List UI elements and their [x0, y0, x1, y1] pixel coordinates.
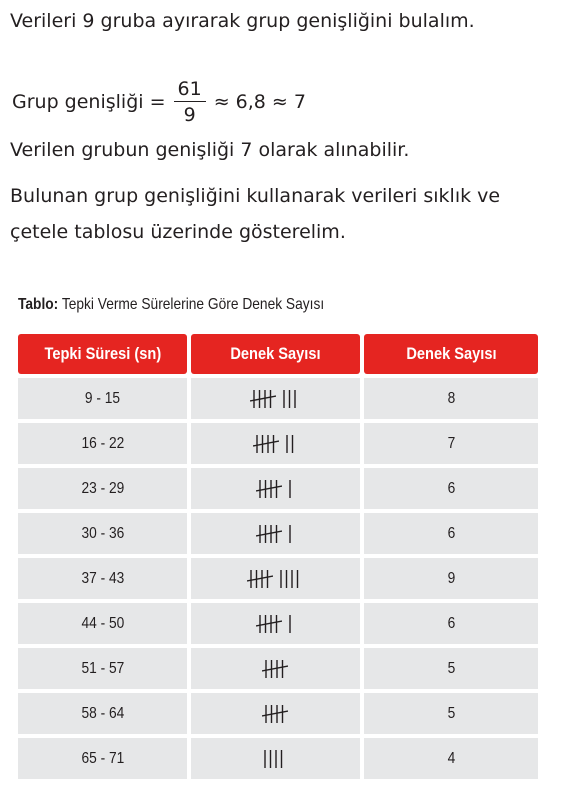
table-row [18, 468, 538, 509]
reaction-time-cell: 44 - 50 [18, 603, 187, 644]
tally-single-marks [279, 569, 303, 589]
tally-single-marks [285, 434, 298, 454]
tally-cell [191, 648, 360, 689]
count-cell: 6 [364, 468, 538, 509]
count-cell: 8 [364, 378, 538, 419]
tally-bundle-five [262, 659, 288, 679]
tally-cell [191, 378, 360, 419]
header-count: Denek Sayısı [364, 334, 538, 374]
table-caption-label: Tablo: [18, 296, 59, 313]
tally-marks [263, 749, 287, 769]
fraction-denominator: 9 [183, 104, 196, 126]
reaction-time-cell: 51 - 57 [18, 648, 187, 689]
tally-marks [247, 569, 303, 589]
tally-bundle-five [256, 614, 282, 634]
tally-bundle-five [247, 569, 273, 589]
reaction-time-cell: 23 - 29 [18, 468, 187, 509]
tally-cell [191, 558, 360, 599]
reaction-time-cell: 37 - 43 [18, 558, 187, 599]
intro-text: Verileri 9 gruba ayırarak grup genişliğini bulalım. [10, 10, 475, 32]
tally-cell [191, 693, 360, 734]
group-width-formula [10, 72, 308, 132]
table-row [18, 513, 538, 554]
table-row [18, 603, 538, 644]
count-cell: 9 [364, 558, 538, 599]
count-cell: 7 [364, 423, 538, 464]
conclusion-text: Verilen grubun genişliği 7 olarak alınabilir. [10, 139, 410, 161]
tally-single-marks [288, 479, 296, 499]
fraction [174, 78, 206, 126]
instruction-text-line1: Bulunan grup genişliğini kullanarak verileri sıklık ve [10, 185, 501, 207]
header-reaction-time: Tepki Süresi (sn) [18, 334, 187, 374]
tally-single-marks [282, 389, 301, 409]
tally-single-marks [263, 749, 287, 769]
reaction-time-cell: 58 - 64 [18, 693, 187, 734]
tally-marks [262, 659, 288, 679]
tally-marks [262, 704, 288, 724]
tally-bundle-five [253, 434, 279, 454]
reaction-time-cell: 9 - 15 [18, 378, 187, 419]
table-caption [18, 296, 324, 314]
reaction-time-cell: 30 - 36 [18, 513, 187, 554]
table-row [18, 558, 538, 599]
tally-single-marks [288, 614, 296, 634]
count-cell: 6 [364, 513, 538, 554]
count-cell: 6 [364, 603, 538, 644]
table-row [18, 423, 538, 464]
table-header-row [18, 334, 538, 374]
count-cell: 4 [364, 738, 538, 779]
reaction-time-cell: 16 - 22 [18, 423, 187, 464]
tally-marks [250, 389, 301, 409]
formula-result: ≈ 6,8 ≈ 7 [213, 91, 306, 113]
instruction-text-line2: çetele tablosu üzerinde gösterelim. [10, 221, 346, 243]
tally-cell [191, 423, 360, 464]
formula-label: Grup genişliği = [12, 91, 166, 113]
tally-marks [253, 434, 298, 454]
table-row [18, 648, 538, 689]
tally-cell [191, 468, 360, 509]
tally-bundle-five [256, 479, 282, 499]
count-cell: 5 [364, 693, 538, 734]
tally-table [14, 330, 542, 783]
tally-cell [191, 603, 360, 644]
table-row [18, 693, 538, 734]
table-row [18, 378, 538, 419]
count-cell: 5 [364, 648, 538, 689]
tally-single-marks [288, 524, 296, 544]
tally-marks [256, 524, 296, 544]
reaction-time-cell: 65 - 71 [18, 738, 187, 779]
tally-bundle-five [256, 524, 282, 544]
tally-bundle-five [262, 704, 288, 724]
table-caption-title: Tepki Verme Sürelerine Göre Denek Sayısı [61, 296, 325, 313]
tally-cell [191, 513, 360, 554]
table-body [18, 378, 538, 779]
tally-bundle-five [250, 389, 276, 409]
tally-marks [256, 479, 296, 499]
header-tally: Denek Sayısı [191, 334, 360, 374]
tally-cell [191, 738, 360, 779]
table-row [18, 738, 538, 779]
tally-marks [256, 614, 296, 634]
fraction-numerator: 61 [174, 78, 206, 102]
